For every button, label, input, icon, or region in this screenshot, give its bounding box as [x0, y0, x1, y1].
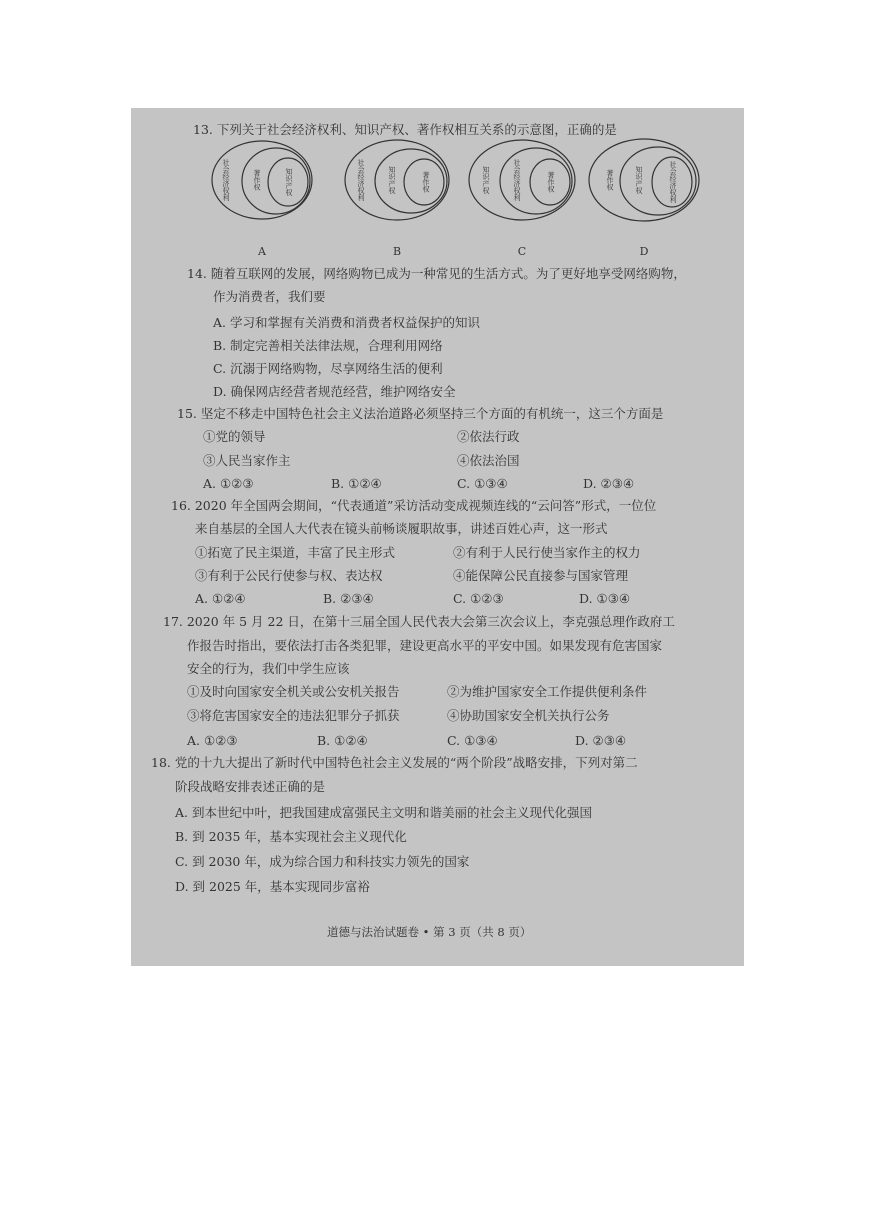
- q16-option-d: D. ①③④: [579, 591, 631, 606]
- q17-stem-line1: 17. 2020 年 5 月 22 日，在第十三届全国人民代表大会第三次会议上，李克强总理作政府工: [163, 614, 675, 629]
- q14-stem-line2: 作为消费者，我们要: [213, 289, 326, 304]
- q15-statement-2: ②依法行政: [457, 429, 520, 444]
- q14-option-b: B. 制定完善相关法律法规，合理利用网络: [213, 338, 443, 353]
- q15-stem: 15. 坚定不移走中国特色社会主义法治道路必须坚持三个方面的有机统一，这三个方面是: [177, 406, 664, 421]
- q17-statement-1: ①及时向国家安全机关或公安机关报告: [187, 684, 400, 699]
- q13-stem: 13. 下列关于社会经济权利、知识产权、著作权相互关系的示意图，正确的是: [193, 122, 617, 137]
- page-footer: 道德与法治试题卷 • 第 3 页（共 8 页）: [327, 925, 532, 939]
- exam-page: [131, 108, 744, 966]
- q14-option-a: A. 学习和掌握有关消费和消费者权益保护的知识: [213, 315, 480, 330]
- q18-stem-line2: 阶段战略安排表述正确的是: [175, 779, 326, 794]
- q17-option-a: A. ①②③: [187, 733, 238, 748]
- q15-statement-4: ④依法治国: [457, 453, 520, 468]
- q17-stem-line2: 作报告时指出，要依法打击各类犯罪，建设更高水平的平安中国。如果发现有危害国家: [187, 638, 663, 653]
- q15-option-c: C. ①③④: [457, 476, 508, 491]
- q16-stem-line1: 16. 2020 年全国两会期间，“代表通道”采访活动变成视频连线的“云问答”形式，一位位: [171, 498, 657, 513]
- q16-statement-1: ①拓宽了民主渠道，丰富了民主形式: [195, 545, 396, 560]
- diagram-b-outer-label: 社会经济权利: [357, 159, 365, 201]
- diagram-b-middle-circle: [375, 149, 447, 213]
- diagram-a-middle-label: 著作权: [253, 169, 261, 191]
- diagram-b-letter: B: [392, 245, 402, 258]
- diagram-a-inner-label: 知识产权: [285, 168, 293, 196]
- q18-stem-line1: 18. 党的十九大提出了新时代中国特色社会主义发展的“两个阶段”战略安排，下列对第二: [151, 755, 638, 770]
- diagram-c-outer-label: 知识产权: [482, 166, 490, 194]
- q16-statement-4: ④能保障公民直接参与国家管理: [453, 568, 629, 583]
- diagram-d: [589, 139, 699, 258]
- q18-option-c: C. 到 2030 年，成为综合国力和科技实力领先的国家: [175, 854, 470, 869]
- q15-statement-3: ③人民当家作主: [203, 453, 291, 468]
- q15-option-b: B. ①②④: [331, 476, 382, 491]
- q16-option-b: B. ②③④: [323, 591, 374, 606]
- diagram-a-outer-label: 社会经济权利: [222, 159, 230, 201]
- q14-stem-line1: 14. 随着互联网的发展，网络购物已成为一种常见的生活方式。为了更好地享受网络购物，: [187, 266, 686, 281]
- diagram-d-middle-label: 知识产权: [635, 166, 643, 194]
- q14-option-c: C. 沉溺于网络购物，尽享网络生活的便利: [213, 361, 443, 376]
- diagram-d-middle-circle: [620, 147, 696, 215]
- q17-option-b: B. ①②④: [317, 733, 368, 748]
- diagram-c-middle-label: 社会经济权利: [513, 159, 521, 201]
- q15-option-d: D. ②③④: [583, 476, 635, 491]
- q18-option-d: D. 到 2025 年，基本实现同步富裕: [175, 879, 370, 894]
- diagram-b-middle-label: 知识产权: [388, 166, 396, 194]
- diagram-d-letter: D: [639, 245, 649, 258]
- diagram-a-letter: A: [258, 245, 266, 258]
- q16-statement-3: ③有利于公民行使参与权、表达权: [195, 568, 383, 583]
- diagram-b: [345, 140, 449, 258]
- diagram-c: [469, 140, 575, 258]
- q15-option-a: A. ①②③: [203, 476, 254, 491]
- diagram-c-middle-circle: [500, 148, 572, 214]
- q16-statement-2: ②有利于人民行使当家作主的权力: [453, 545, 641, 560]
- q18-option-b: B. 到 2035 年，基本实现社会主义现代化: [175, 829, 407, 844]
- q16-option-c: C. ①②③: [453, 591, 504, 606]
- diagram-c-inner-label: 著作权: [547, 171, 555, 193]
- diagram-d-outer-label: 著作权: [606, 169, 614, 191]
- q16-option-a: A. ①②④: [195, 591, 246, 606]
- q17-statement-4: ④协助国家安全机关执行公务: [447, 708, 610, 723]
- q17-option-c: C. ①③④: [447, 733, 498, 748]
- q16-stem-line2: 来自基层的全国人大代表在镜头前畅谈履职故事，讲述百姓心声，这一形式: [195, 521, 608, 536]
- diagram-b-inner-label: 著作权: [422, 171, 430, 193]
- q17-statement-2: ②为维护国家安全工作提供便利条件: [447, 684, 648, 699]
- q17-stem-line3: 安全的行为，我们中学生应该: [187, 661, 350, 676]
- q17-statement-3: ③将危害国家安全的违法犯罪分子抓获: [187, 708, 400, 723]
- q14-option-d: D. 确保网店经营者规范经营，维护网络安全: [213, 384, 456, 399]
- diagram-c-letter: C: [517, 245, 527, 258]
- q15-statement-1: ①党的领导: [203, 429, 266, 444]
- diagram-d-inner-label: 社会经济权利: [669, 161, 677, 203]
- q18-option-a: A. 到本世纪中叶，把我国建成富强民主文明和谐美丽的社会主义现代化强国: [175, 805, 592, 820]
- diagram-a: [212, 141, 312, 258]
- q17-option-d: D. ②③④: [575, 733, 627, 748]
